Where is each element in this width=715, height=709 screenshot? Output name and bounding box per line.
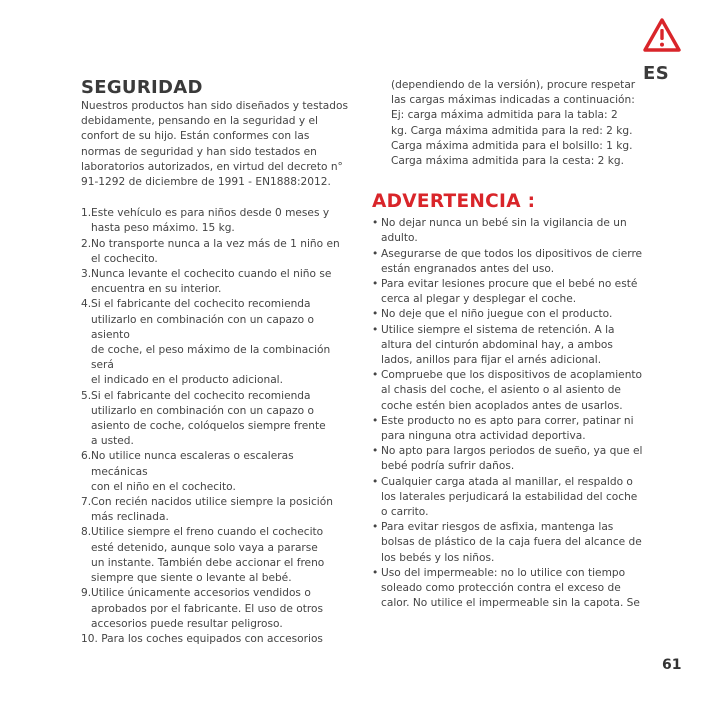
warning-line: • Compruebe que los dispositivos de acoplamiento bbox=[381, 369, 643, 382]
rule-line: esté detenido, aunque solo vaya a pararse bbox=[91, 541, 318, 554]
warning-line: están engranados antes del uso. bbox=[381, 262, 555, 275]
warning-list bbox=[372, 216, 644, 611]
rule-10-continuation bbox=[372, 78, 644, 169]
rule-line: con el niño en el cochecito. bbox=[91, 480, 236, 493]
warning-line: coche estén bien acoplados antes de usarlos. bbox=[381, 399, 623, 412]
right-column bbox=[372, 78, 644, 612]
rule-line: el cochecito. bbox=[91, 252, 158, 265]
warning-line: • Cualquier carga atada al manillar, el respaldo o bbox=[381, 475, 633, 488]
rule-number: 1. bbox=[81, 207, 92, 220]
rule-line: No utilice nunca escaleras o escaleras mecánicas bbox=[91, 450, 294, 478]
intro-line: 91-1292 de diciembre de 1991 - EN1888:2012. bbox=[81, 176, 331, 189]
section-title-seguridad: SEGURIDAD bbox=[81, 77, 203, 98]
warning-line: adulto. bbox=[381, 232, 418, 245]
warning-line: los laterales perjudicará la estabilidad del coche bbox=[381, 490, 638, 503]
rule-line: utilizarlo en combinación con un capazo o asiento bbox=[91, 313, 314, 341]
warning-line: para ninguna otra actividad deportiva. bbox=[381, 430, 586, 443]
warning-item bbox=[372, 368, 644, 414]
rule-item bbox=[81, 389, 349, 450]
rule-item bbox=[81, 206, 349, 236]
rule-number: 8. bbox=[81, 526, 92, 539]
continuation-line: (dependiendo de la versión), procure respetar bbox=[391, 79, 636, 91]
warning-line: los bebés y los niños. bbox=[381, 551, 495, 564]
warning-line: bebé podría sufrir daños. bbox=[381, 460, 515, 473]
intro-line: confort de su hijo. Están conformes con las bbox=[81, 130, 310, 143]
continuation-line: kg. Carga máxima admitida para la red: 2 kg. bbox=[391, 124, 633, 137]
warning-line: o carrito. bbox=[381, 506, 429, 519]
rule-line: accesorios puede resultar peligroso. bbox=[91, 617, 283, 630]
continuation-line: Ej: carga máxima admitida para la tabla: 2 bbox=[391, 109, 618, 122]
rule-number: 4. bbox=[81, 298, 92, 311]
warning-line: • Para evitar riesgos de asfixia, mantenga las bbox=[381, 521, 614, 534]
rule-line: Si el fabricante del cochecito recomienda bbox=[91, 298, 311, 311]
rule-item bbox=[81, 237, 349, 267]
rule-number: 10. bbox=[81, 632, 102, 645]
rule-item bbox=[81, 495, 349, 525]
intro-line: debidamente, pensando en la seguridad y el bbox=[81, 115, 318, 128]
warning-line: al chasis del coche, el asiento o al asiento de bbox=[381, 384, 621, 397]
warning-line: • Uso del impermeable: no lo utilice con tiempo bbox=[381, 566, 626, 579]
warning-item bbox=[372, 323, 644, 369]
warning-line: • No apto para largos periodos de sueño, ya que el bbox=[381, 445, 643, 458]
rule-item bbox=[81, 297, 349, 388]
warning-item bbox=[372, 414, 644, 444]
warning-line: calor. No utilice el impermeable sin la capota. Se bbox=[381, 597, 640, 610]
warning-line: • Utilice siempre el sistema de retención. A la bbox=[381, 323, 615, 336]
rule-line: Utilice únicamente accesorios vendidos o bbox=[91, 587, 311, 600]
rule-line: el indicado en el producto adicional. bbox=[91, 374, 283, 387]
warning-item bbox=[372, 216, 644, 246]
warning-line: soleado como protección contra el exceso de bbox=[381, 582, 621, 595]
rule-item bbox=[81, 267, 349, 297]
warning-item bbox=[372, 307, 644, 322]
rule-line: Este vehículo es para niños desde 0 meses y bbox=[91, 207, 330, 220]
page-number: 61 bbox=[662, 657, 682, 673]
warning-item bbox=[372, 520, 644, 566]
continuation-line: Carga máxima admitida para el bolsillo: 1 kg. bbox=[391, 139, 633, 152]
rule-number: 7. bbox=[81, 496, 92, 509]
rule-line: Para los coches equipados con accesorios bbox=[101, 632, 323, 645]
rule-line: utilizarlo en combinación con un capazo o bbox=[91, 404, 314, 417]
intro-paragraph bbox=[81, 99, 349, 190]
continuation-line: las cargas máximas indicadas a continuación: bbox=[391, 94, 635, 107]
warning-item bbox=[372, 247, 644, 277]
rule-number: 5. bbox=[81, 389, 92, 402]
rule-line: Con recién nacidos utilice siempre la posición bbox=[91, 496, 333, 509]
warning-item bbox=[372, 566, 644, 612]
warning-line: • Asegurarse de que todos los dipositivos de cierre bbox=[381, 247, 643, 260]
warning-triangle-icon bbox=[642, 17, 682, 53]
rule-line: de coche, el peso máximo de la combinación será bbox=[91, 344, 331, 372]
rule-item bbox=[81, 525, 349, 586]
left-column bbox=[81, 78, 349, 647]
rule-item bbox=[81, 449, 349, 495]
rule-line: hasta peso máximo. 15 kg. bbox=[91, 222, 235, 235]
warning-item bbox=[372, 475, 644, 521]
rule-item bbox=[81, 586, 349, 632]
rule-line: a usted. bbox=[91, 435, 134, 448]
warning-line: lados, anillos para fijar el arnés adicional. bbox=[381, 354, 602, 367]
intro-line: Nuestros productos han sido diseñados y testados bbox=[81, 100, 348, 112]
section-title-advertencia: ADVERTENCIA : bbox=[372, 191, 536, 213]
rule-line: más reclinada. bbox=[91, 511, 169, 524]
warning-line: • No deje que el niño juegue con el producto. bbox=[381, 308, 613, 321]
rule-item bbox=[81, 632, 349, 647]
warning-line: • Para evitar lesiones procure que el bebé no esté bbox=[381, 278, 638, 291]
rule-line: Si el fabricante del cochecito recomienda bbox=[91, 389, 311, 402]
rule-line: No transporte nunca a la vez más de 1 niño en bbox=[91, 237, 340, 250]
intro-line: laboratorios autorizados, en virtud del decreto n° bbox=[81, 160, 343, 173]
warning-item bbox=[372, 444, 644, 474]
rule-line: Utilice siempre el freno cuando el cochecito bbox=[91, 526, 324, 539]
warning-line: • No dejar nunca un bebé sin la vigilancia de un bbox=[381, 217, 627, 230]
rule-number: 9. bbox=[81, 587, 92, 600]
warning-line: bolsas de plástico de la caja fuera del alcance de bbox=[381, 536, 642, 549]
rule-line: encuentra en su interior. bbox=[91, 283, 222, 296]
rule-line: aprobados por el fabricante. El uso de otros bbox=[91, 602, 324, 615]
warning-line: • Este producto no es apto para correr, patinar ni bbox=[381, 414, 634, 427]
warning-line: altura del cinturón abdominal hay, a ambos bbox=[381, 338, 613, 351]
safety-rules-list bbox=[81, 206, 349, 647]
rule-number: 2. bbox=[81, 237, 92, 250]
language-label: ES bbox=[643, 63, 670, 84]
rule-line: siempre que siente o levante al bebé. bbox=[91, 572, 292, 585]
warning-item bbox=[372, 277, 644, 307]
rule-line: un instante. También debe accionar el freno bbox=[91, 556, 325, 569]
continuation-line: Carga máxima admitida para la cesta: 2 kg. bbox=[391, 155, 625, 168]
warning-line: cerca al plegar y desplegar el coche. bbox=[381, 293, 577, 306]
rule-number: 3. bbox=[81, 268, 92, 281]
intro-line: normas de seguridad y han sido testados en bbox=[81, 145, 317, 158]
rule-line: Nunca levante el cochecito cuando el niño se bbox=[91, 268, 332, 281]
rule-number: 6. bbox=[81, 450, 92, 463]
rule-line: asiento de coche, colóquelos siempre frente bbox=[91, 420, 326, 433]
